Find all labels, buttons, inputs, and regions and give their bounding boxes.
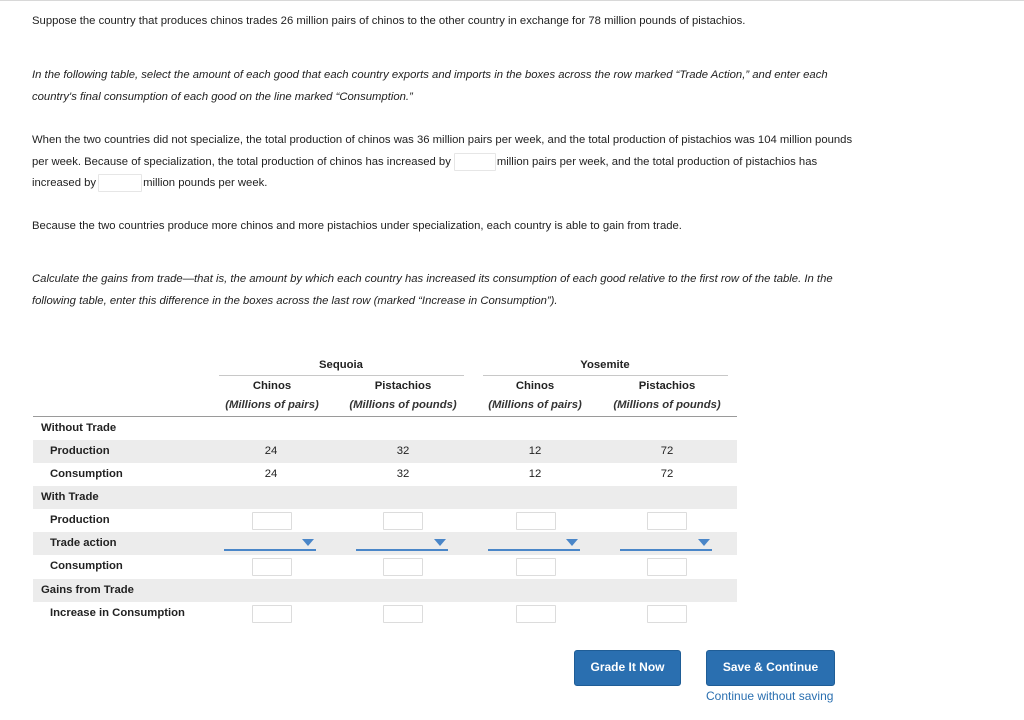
country-header-sequoia: Sequoia <box>319 359 363 371</box>
dropdown-yosemite-chinos-trade[interactable] <box>488 533 580 551</box>
table-row-increase <box>33 602 737 625</box>
country-header-yosemite: Yosemite <box>580 359 630 371</box>
cell-sequoia-pistachios-consumption: 32 <box>396 468 410 480</box>
grade-it-now-button[interactable]: Grade It Now <box>574 650 681 686</box>
unit-yosemite-chinos: (Millions of pairs) <box>488 399 582 411</box>
row-label-production: Production <box>50 514 110 526</box>
input-yosemite-pistachios-consumption[interactable] <box>647 558 687 576</box>
section-label-with-trade: With Trade <box>41 491 99 503</box>
input-sequoia-pistachios-production[interactable] <box>383 512 423 530</box>
input-yosemite-pistachios-increase[interactable] <box>647 605 687 623</box>
chevron-down-icon <box>302 539 314 546</box>
cell-yosemite-pistachios-production: 72 <box>660 445 674 457</box>
yosemite-underline <box>483 375 728 376</box>
section-row-with-trade <box>33 486 737 509</box>
row-label-production: Production <box>50 445 110 457</box>
input-yosemite-chinos-production[interactable] <box>516 512 556 530</box>
unit-yosemite-pistachios: (Millions of pounds) <box>613 399 721 411</box>
unit-sequoia-pistachios: (Millions of pounds) <box>349 399 457 411</box>
row-label-trade-action: Trade action <box>50 537 117 549</box>
table-row-consumption-with <box>33 555 737 578</box>
dropdown-yosemite-pistachios-trade[interactable] <box>620 533 712 551</box>
table-row-consumption-without <box>33 463 737 486</box>
col-header-yosemite-pistachios: Pistachios <box>638 380 696 392</box>
input-yosemite-chinos-consumption[interactable] <box>516 558 556 576</box>
table-row-trade-action <box>33 532 737 555</box>
chevron-down-icon <box>434 539 446 546</box>
row-label-increase: Increase in Consumption <box>50 607 185 619</box>
cell-yosemite-pistachios-consumption: 72 <box>660 468 674 480</box>
continue-without-saving-link[interactable]: Continue without saving <box>706 689 834 703</box>
cell-sequoia-chinos-production: 24 <box>264 445 278 457</box>
input-yosemite-pistachios-production[interactable] <box>647 512 687 530</box>
save-continue-button[interactable]: Save & Continue <box>706 650 835 686</box>
gain-paragraph: Because the two countries produce more chinos and more pistachios under specialization, each country is able to gain from trade. <box>32 220 682 232</box>
cell-yosemite-chinos-production: 12 <box>528 445 542 457</box>
col-header-yosemite-chinos: Chinos <box>515 380 555 392</box>
col-header-sequoia-pistachios: Pistachios <box>374 380 432 392</box>
cell-sequoia-pistachios-production: 32 <box>396 445 410 457</box>
input-sequoia-pistachios-consumption[interactable] <box>383 558 423 576</box>
instruction-gains: Calculate the gains from trade—that is, the amount by which each country has increased its consumption of each good relative to the first row of the table. In the following table, enter this difference in the boxes across the last row (marked “Increase in Consumption”). <box>32 273 833 307</box>
dropdown-sequoia-pistachios-trade[interactable] <box>356 533 448 551</box>
spec-text-2: million pairs per week, and the total production of pistachios has increased by <box>32 155 818 189</box>
instruction-trade-action: In the following table, select the amount of each good that each country exports and imports in the boxes across the row marked “Trade Action,” and enter each country's final consumption of each good on the line marked “Consumption.” <box>32 69 828 103</box>
section-label-without-trade: Without Trade <box>41 422 117 434</box>
specialization-paragraph <box>32 130 862 195</box>
input-yosemite-chinos-increase[interactable] <box>516 605 556 623</box>
input-sequoia-pistachios-increase[interactable] <box>383 605 423 623</box>
col-header-sequoia-chinos: Chinos <box>252 380 292 392</box>
section-row-gains <box>33 579 737 602</box>
pistachios-increase-input[interactable] <box>98 174 142 192</box>
row-label-consumption: Consumption <box>50 560 123 572</box>
input-sequoia-chinos-increase[interactable] <box>252 605 292 623</box>
chevron-down-icon <box>566 539 578 546</box>
intro-text: Suppose the country that produces chinos trades 26 million pairs of chinos to the other country in exchange for 78 million pounds of pistachios. <box>32 15 746 27</box>
section-label-gains: Gains from Trade <box>41 584 134 596</box>
cell-sequoia-chinos-consumption: 24 <box>264 468 278 480</box>
cell-yosemite-chinos-consumption: 12 <box>528 468 542 480</box>
row-label-consumption: Consumption <box>50 468 123 480</box>
chinos-increase-input[interactable] <box>454 153 496 171</box>
spec-text-3: million pounds per week. <box>143 177 268 189</box>
table-row-production-without <box>33 440 737 463</box>
input-sequoia-chinos-consumption[interactable] <box>252 558 292 576</box>
unit-sequoia-chinos: (Millions of pairs) <box>225 399 319 411</box>
section-row-without-trade <box>33 417 737 440</box>
top-divider <box>0 0 1024 1</box>
chevron-down-icon <box>698 539 710 546</box>
dropdown-sequoia-chinos-trade[interactable] <box>224 533 316 551</box>
table-row-production-with <box>33 509 737 532</box>
sequoia-underline <box>219 375 464 376</box>
spec-text-1: When the two countries did not specialize, the total production of chinos was 36 million pairs per week, and the total production of pistachios was 104 million pounds per week. Because of specialization, the total production of chinos has increased by <box>32 134 853 168</box>
input-sequoia-chinos-production[interactable] <box>252 512 292 530</box>
